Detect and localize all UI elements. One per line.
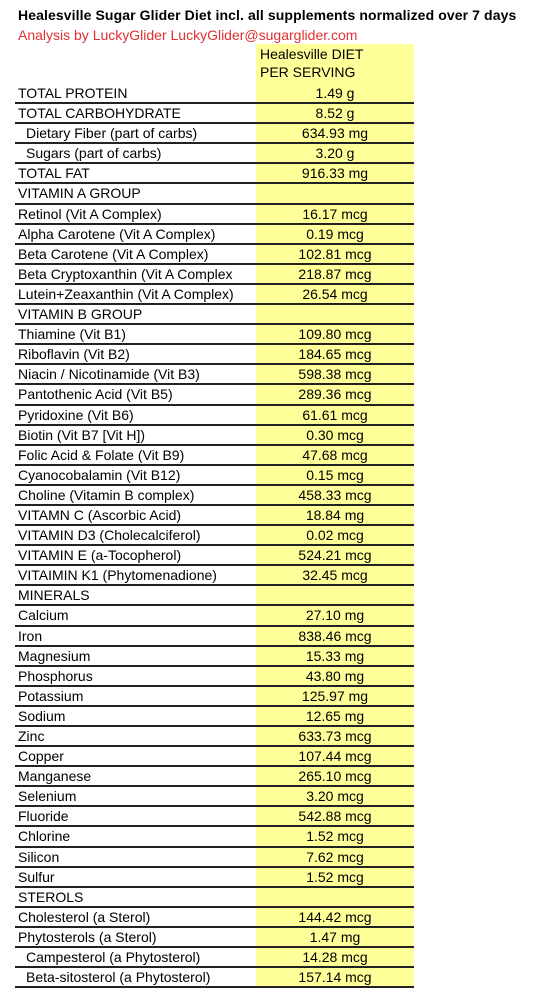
nutrient-value: 916.33 mg	[256, 164, 414, 182]
table-row	[15, 606, 414, 626]
nutrient-label: Biotin (Vit B7 [Vit H])	[18, 426, 146, 443]
nutrient-value: 107.44 mcg	[256, 747, 414, 765]
table-row	[15, 888, 414, 908]
nutrient-label: Silicon	[18, 848, 60, 865]
nutrient-value: 8.52 g	[256, 104, 414, 122]
nutrient-label: Beta Cryptoxanthin (Vit A Complex	[18, 265, 233, 282]
nutrient-label: VITAMIN E (a-Tocopherol)	[18, 547, 182, 564]
nutrient-value: 18.84 mg	[256, 506, 414, 524]
nutrient-label: Zinc	[18, 728, 45, 744]
table-row	[15, 385, 414, 405]
document-title: Healesville Sugar Glider Diet incl. all supplements normalized over 7 days	[18, 7, 517, 23]
nutrient-value: 0.30 mcg	[256, 426, 414, 444]
column-header-line-1: Healesville DIET	[260, 46, 364, 62]
column-header	[256, 44, 414, 84]
nutrient-value	[256, 305, 414, 323]
nutrient-label: Campesterol (a Phytosterol)	[26, 949, 201, 966]
table-row	[15, 526, 414, 546]
nutrient-value: 633.73 mcg	[256, 727, 414, 745]
nutrient-label: Thiamine (Vit B1)	[18, 326, 126, 343]
nutrient-value: 125.97 mg	[256, 687, 414, 705]
nutrient-value: 32.45 mcg	[256, 566, 414, 584]
nutrient-value: 144.42 mcg	[256, 908, 414, 926]
nutrient-value: 109.80 mcg	[256, 325, 414, 343]
nutrient-label: VITAMN C (Ascorbic Acid)	[18, 506, 182, 523]
nutrient-value: 598.38 mcg	[256, 365, 414, 383]
nutrient-label: Phosphorus	[18, 667, 93, 684]
table-row	[15, 426, 414, 446]
nutrient-label: TOTAL CARBOHYDRATE	[18, 105, 181, 122]
nutrient-label: Pantothenic Acid (Vit B5)	[18, 386, 173, 403]
table-row	[15, 807, 414, 827]
nutrient-label: Potassium	[18, 687, 84, 704]
table-row	[15, 124, 414, 144]
nutrient-value: 12.65 mg	[256, 707, 414, 725]
table-row	[15, 968, 414, 988]
nutrient-label: VITAMIN D3 (Cholecalciferol)	[18, 527, 201, 544]
table-row	[15, 767, 414, 787]
nutrient-value: 0.19 mcg	[256, 225, 414, 243]
nutrient-label: Phytosterols (a Sterol)	[18, 928, 157, 945]
nutrient-value: 458.33 mcg	[256, 486, 414, 504]
table-row	[15, 164, 414, 184]
nutrient-label: Manganese	[18, 768, 92, 785]
table-row	[15, 144, 414, 164]
nutrient-label: Calcium	[18, 607, 69, 624]
nutrient-value: 524.21 mcg	[256, 546, 414, 564]
table-row	[15, 305, 414, 325]
table-row	[15, 787, 414, 807]
nutrient-value: 26.54 mcg	[256, 285, 414, 303]
nutrient-label: Dietary Fiber (part of carbs)	[26, 125, 198, 142]
nutrient-value: 14.28 mcg	[256, 948, 414, 966]
nutrient-label: Riboflavin (Vit B2)	[18, 346, 130, 363]
table-row	[15, 667, 414, 687]
table-row	[15, 506, 414, 526]
table-row	[15, 486, 414, 506]
nutrient-value: 16.17 mcg	[256, 205, 414, 223]
table-row	[15, 868, 414, 888]
table-row	[15, 948, 414, 968]
nutrient-value: 27.10 mg	[256, 606, 414, 624]
table-row	[15, 446, 414, 466]
nutrient-label: Folic Acid & Folate (Vit B9)	[18, 446, 185, 463]
nutrient-value: 43.80 mg	[256, 667, 414, 685]
column-header-line-2: PER SERVING	[260, 64, 356, 80]
table-row	[15, 345, 414, 365]
nutrient-label: TOTAL PROTEIN	[18, 85, 128, 101]
nutrient-value: 634.93 mg	[256, 124, 414, 142]
nutrient-label: Chlorine	[18, 828, 71, 845]
nutrient-label: Sugars (part of carbs)	[26, 145, 162, 162]
nutrient-label: Iron	[18, 627, 43, 644]
nutrient-label: Cyanocobalamin (Vit B12)	[18, 466, 181, 483]
table-row	[15, 827, 414, 847]
table-row	[15, 225, 414, 245]
nutrient-label: Selenium	[18, 788, 77, 805]
nutrient-value: 15.33 mg	[256, 647, 414, 665]
nutrient-value: 1.52 mcg	[256, 868, 414, 886]
nutrient-label: Sodium	[18, 707, 66, 724]
table-row	[15, 466, 414, 486]
nutrient-label: Fluoride	[18, 808, 69, 825]
table-row	[15, 727, 414, 747]
nutrient-value: 61.61 mcg	[256, 406, 414, 424]
nutrient-label: Beta-sitosterol (a Phytosterol)	[26, 969, 211, 986]
nutrient-value: 157.14 mcg	[256, 968, 414, 986]
nutrient-value: 542.88 mcg	[256, 807, 414, 825]
table-row	[15, 245, 414, 265]
nutrient-label: STEROLS	[18, 888, 84, 905]
nutrient-label: Beta Carotene (Vit A Complex)	[18, 245, 209, 262]
table-row	[15, 687, 414, 707]
nutrient-value: 0.15 mcg	[256, 466, 414, 484]
nutrient-label: Magnesium	[18, 647, 91, 664]
table-row	[15, 285, 414, 305]
table-row	[15, 184, 414, 204]
table-row	[15, 104, 414, 124]
nutrient-value: 3.20 g	[256, 144, 414, 162]
nutrient-value: 47.68 mcg	[256, 446, 414, 464]
nutrient-label: Niacin / Nicotinamide (Vit B3)	[18, 366, 200, 383]
nutrient-value	[256, 888, 414, 906]
nutrient-label: VITAMIN B GROUP	[18, 306, 143, 323]
table-row	[15, 84, 414, 104]
table-row	[15, 928, 414, 948]
nutrient-value	[256, 184, 414, 202]
nutrient-value: 102.81 mcg	[256, 245, 414, 263]
table-row	[15, 325, 414, 345]
nutrient-label: Copper	[18, 748, 64, 765]
nutrient-label: Sulfur	[18, 868, 55, 885]
nutrient-value: 289.36 mcg	[256, 385, 414, 403]
nutrient-label: MINERALS	[18, 587, 90, 604]
table-row	[15, 365, 414, 385]
nutrient-label: VITAMIN A GROUP	[18, 185, 141, 202]
nutrient-label: Alpha Carotene (Vit A Complex)	[18, 225, 216, 242]
analysis-credit: Analysis by LuckyGlider LuckyGlider@sugarglider.com	[18, 27, 358, 43]
table-row	[15, 908, 414, 928]
nutrient-label: Choline (Vitamin B complex)	[18, 486, 195, 503]
table-row	[15, 627, 414, 647]
table-row	[15, 707, 414, 727]
table-row	[15, 848, 414, 868]
nutrient-value: 218.87 mcg	[256, 265, 414, 283]
table-row	[15, 586, 414, 606]
table-row	[15, 265, 414, 285]
nutrient-label: Retinol (Vit A Complex)	[18, 205, 162, 222]
nutrient-value: 1.52 mcg	[256, 827, 414, 845]
nutrient-value: 7.62 mcg	[256, 848, 414, 866]
nutrient-label: Cholesterol (a Sterol)	[18, 908, 151, 925]
nutrient-table	[15, 84, 414, 988]
table-row	[15, 205, 414, 225]
nutrient-value	[256, 586, 414, 604]
table-row	[15, 546, 414, 566]
table-row	[15, 647, 414, 667]
table-row	[15, 566, 414, 586]
nutrient-value: 1.47 mg	[256, 928, 414, 946]
nutrient-value: 184.65 mcg	[256, 345, 414, 363]
nutrient-label: TOTAL FAT	[18, 165, 90, 182]
table-row	[15, 406, 414, 426]
nutrient-label: Pyridoxine (Vit B6)	[18, 406, 134, 423]
nutrient-value: 838.46 mcg	[256, 627, 414, 645]
nutrient-value: 1.49 g	[256, 84, 414, 102]
nutrient-value: 0.02 mcg	[256, 526, 414, 544]
nutrient-value: 265.10 mcg	[256, 767, 414, 785]
table-row	[15, 747, 414, 767]
nutrient-value: 3.20 mcg	[256, 787, 414, 805]
nutrient-label: Lutein+Zeaxanthin (Vit A Complex)	[18, 285, 234, 302]
nutrient-label: VITAIMIN K1 (Phytomenadione)	[18, 567, 217, 584]
